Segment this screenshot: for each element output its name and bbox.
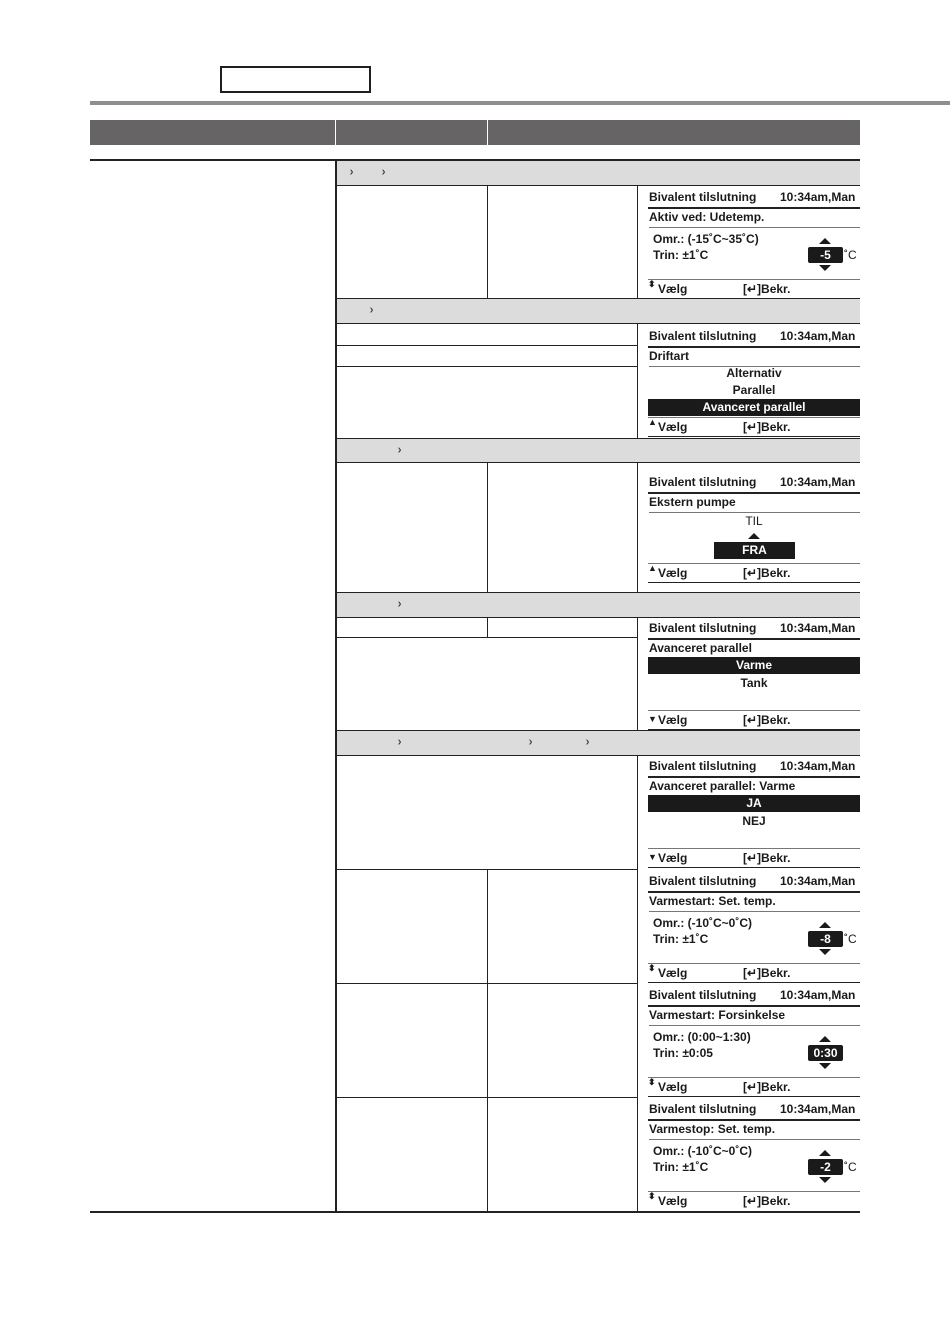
lcd-title-bar [648,619,860,640]
lcd-unit: ˚C [844,248,857,262]
lcd-subtitle [649,893,860,912]
lcd-option[interactable]: Parallel [732,383,776,397]
chapter-label-box [220,66,371,93]
top-divider [90,101,950,105]
cell-divider [487,463,488,592]
lcd-range: Omr.: (-10˚C~0˚C) [653,916,753,930]
lcd-clock: 10:34am,Man [780,1102,856,1116]
lcd-step: Trin: ±1˚C [653,1160,709,1174]
arrow-up-icon[interactable] [819,238,831,244]
lcd-subtitle [649,1007,860,1026]
lcd-footer [648,417,860,437]
arrow-down-icon: ▼ [648,852,657,862]
lcd-confirm-label: [↵]Bekr. [743,713,791,727]
lcd-footer [648,279,860,299]
lcd-subtitle-text: Avanceret parallel: Varme [649,779,796,793]
section-bar-2 [337,299,860,323]
up-down-arrows-icon: ⬍ [648,963,656,973]
lcd-clock: 10:34am,Man [780,329,856,343]
lcd-title: Bivalent tilslutning [649,759,757,773]
lcd-subtitle-text: Driftart [649,349,690,363]
lcd-title: Bivalent tilslutning [649,190,757,204]
lcd-select-label: Vælg [658,420,688,434]
lcd-value-stepper[interactable]: 0:30 [808,1045,843,1061]
lcd-footer [648,1191,860,1210]
lcd-select-label: Vælg [658,713,688,727]
lcd-title: Bivalent tilslutning [649,1102,757,1116]
lcd-footer [648,710,860,730]
cell-divider [487,618,488,637]
lcd-subtitle-text: Varmestart: Forsinkelse [649,1008,786,1022]
lcd-confirm-label: [↵]Bekr. [743,282,791,296]
lcd-clock: 10:34am,Man [780,475,856,489]
lcd-confirm-label: [↵]Bekr. [743,1194,791,1208]
lcd-step: Trin: ±0:05 [653,1046,713,1060]
lcd-title-bar [648,757,860,778]
cell-divider [487,186,488,298]
lcd-panel-heat-start-delay [648,986,860,1096]
cell-divider [637,186,638,298]
row-divider [337,617,860,618]
lcd-subtitle-text: Varmestart: Set. temp. [649,894,776,908]
lcd-confirm-label: [↵]Bekr. [743,420,791,434]
lcd-step: Trin: ±1˚C [653,248,709,262]
lcd-subtitle-text: Aktiv ved: Udetemp. [649,210,765,224]
arrow-down-icon[interactable] [819,1177,831,1183]
row-divider [337,185,860,186]
section-bar-5 [337,731,860,755]
up-down-arrows-icon: ⬍ [648,1077,656,1087]
lcd-unit: ˚C [844,1160,857,1174]
lcd-footer [648,563,860,583]
lcd-value-stepper[interactable]: -8 [808,931,843,947]
lcd-step: Trin: ±1˚C [653,932,709,946]
cell-divider [637,618,638,730]
lcd-panel-advanced-parallel [648,619,860,729]
row-divider [337,592,860,593]
cell-divider [637,463,638,592]
table-header-divider [335,120,336,145]
table-header-divider [487,120,488,145]
lcd-subtitle [649,209,860,228]
arrow-down-icon[interactable] [819,265,831,271]
chevron-right-icon: › [397,597,402,612]
lcd-range: Omr.: (-15˚C~35˚C) [653,232,759,246]
arrow-down-icon[interactable] [819,949,831,955]
arrow-down-icon[interactable] [819,1063,831,1069]
lcd-title: Bivalent tilslutning [649,475,757,489]
lcd-option-selected[interactable]: Varme [648,657,860,674]
up-down-arrows-icon: ⬍ [648,279,656,289]
lcd-clock: 10:34am,Man [780,874,856,888]
section-bar-3 [337,439,860,463]
lcd-value-stepper[interactable]: -2 [808,1159,843,1175]
chevron-right-icon: › [585,735,590,750]
lcd-subtitle-text: Avanceret parallel [649,641,752,655]
lcd-clock: 10:34am,Man [780,988,856,1002]
lcd-title-bar [648,188,860,209]
lcd-select-label: Vælg [658,1194,688,1208]
lcd-option-selected[interactable]: Avanceret parallel [648,399,860,416]
lcd-confirm-label: [↵]Bekr. [743,851,791,865]
lcd-unit: ˚C [844,932,857,946]
row-divider [337,345,637,346]
table-header [90,120,860,145]
lcd-range: Omr.: (-10˚C~0˚C) [653,1144,753,1158]
row-divider [337,438,860,439]
cell-divider [637,756,638,1211]
lcd-option[interactable]: Tank [740,676,768,690]
lcd-panel-active-outdoor-temp [648,188,860,298]
row-divider [337,323,860,324]
lcd-footer [648,963,860,983]
arrow-up-icon: ▲ [648,563,657,573]
arrow-up-icon[interactable] [819,1150,831,1156]
chevron-right-icon: › [381,165,386,180]
row-divider [337,462,860,463]
lcd-select-label: Vælg [658,966,688,980]
lcd-title: Bivalent tilslutning [649,329,757,343]
lcd-option[interactable]: TIL [745,514,763,528]
lcd-subtitle [649,1121,860,1140]
lcd-title-bar [648,872,860,893]
lcd-confirm-label: [↵]Bekr. [743,566,791,580]
lcd-clock: 10:34am,Man [780,759,856,773]
lcd-title: Bivalent tilslutning [649,874,757,888]
lcd-clock: 10:34am,Man [780,621,856,635]
section-bar-1 [337,161,860,185]
arrow-up-icon: ▲ [648,417,657,427]
lcd-select-label: Vælg [658,566,688,580]
lcd-option[interactable]: NEJ [742,814,766,828]
table-bottom-rule [90,1211,860,1213]
lcd-title-bar [648,327,860,348]
lcd-footer [648,848,860,868]
lcd-panel-heat-start-temp [648,872,860,982]
lcd-option-selected[interactable]: FRA [714,542,795,559]
arrow-up-icon[interactable] [819,922,831,928]
arrow-up-icon [748,533,760,539]
lcd-option[interactable]: Alternativ [726,366,782,380]
lcd-select-label: Vælg [658,851,688,865]
lcd-panel-heat-stop-temp [648,1100,860,1210]
lcd-select-label: Vælg [658,282,688,296]
lcd-clock: 10:34am,Man [780,190,856,204]
lcd-select-label: Vælg [658,1080,688,1094]
lcd-value-stepper[interactable]: -5 [808,247,843,263]
lcd-title-bar [648,473,860,494]
lcd-title: Bivalent tilslutning [649,988,757,1002]
lcd-panel-external-pump [648,473,860,583]
arrow-up-icon[interactable] [819,1036,831,1042]
lcd-footer [648,1077,860,1097]
lcd-option-selected[interactable]: JA [648,795,860,812]
chevron-right-icon: › [397,735,402,750]
row-divider [337,730,860,731]
lcd-title-bar [648,986,860,1007]
row-divider [337,366,637,367]
lcd-panel-operation-mode [648,327,860,437]
row-divider [337,637,637,638]
chevron-right-icon: › [528,735,533,750]
cell-divider [637,324,638,438]
chevron-right-icon: › [349,165,354,180]
lcd-confirm-label: [↵]Bekr. [743,1080,791,1094]
arrow-down-icon: ▼ [648,714,657,724]
lcd-confirm-label: [↵]Bekr. [743,966,791,980]
chevron-right-icon: › [397,443,402,458]
cell-divider [487,870,488,1211]
lcd-title: Bivalent tilslutning [649,621,757,635]
lcd-range: Omr.: (0:00~1:30) [653,1030,751,1044]
section-bar-4 [337,593,860,617]
lcd-panel-advanced-parallel-heating [648,757,860,867]
chevron-right-icon: › [369,303,374,318]
lcd-title-bar [648,1100,860,1121]
lcd-subtitle-text: Ekstern pumpe [649,495,736,509]
lcd-subtitle-text: Varmestop: Set. temp. [649,1122,776,1136]
up-down-arrows-icon: ⬍ [648,1191,656,1201]
lcd-subtitle [649,494,860,513]
row-divider [337,755,860,756]
